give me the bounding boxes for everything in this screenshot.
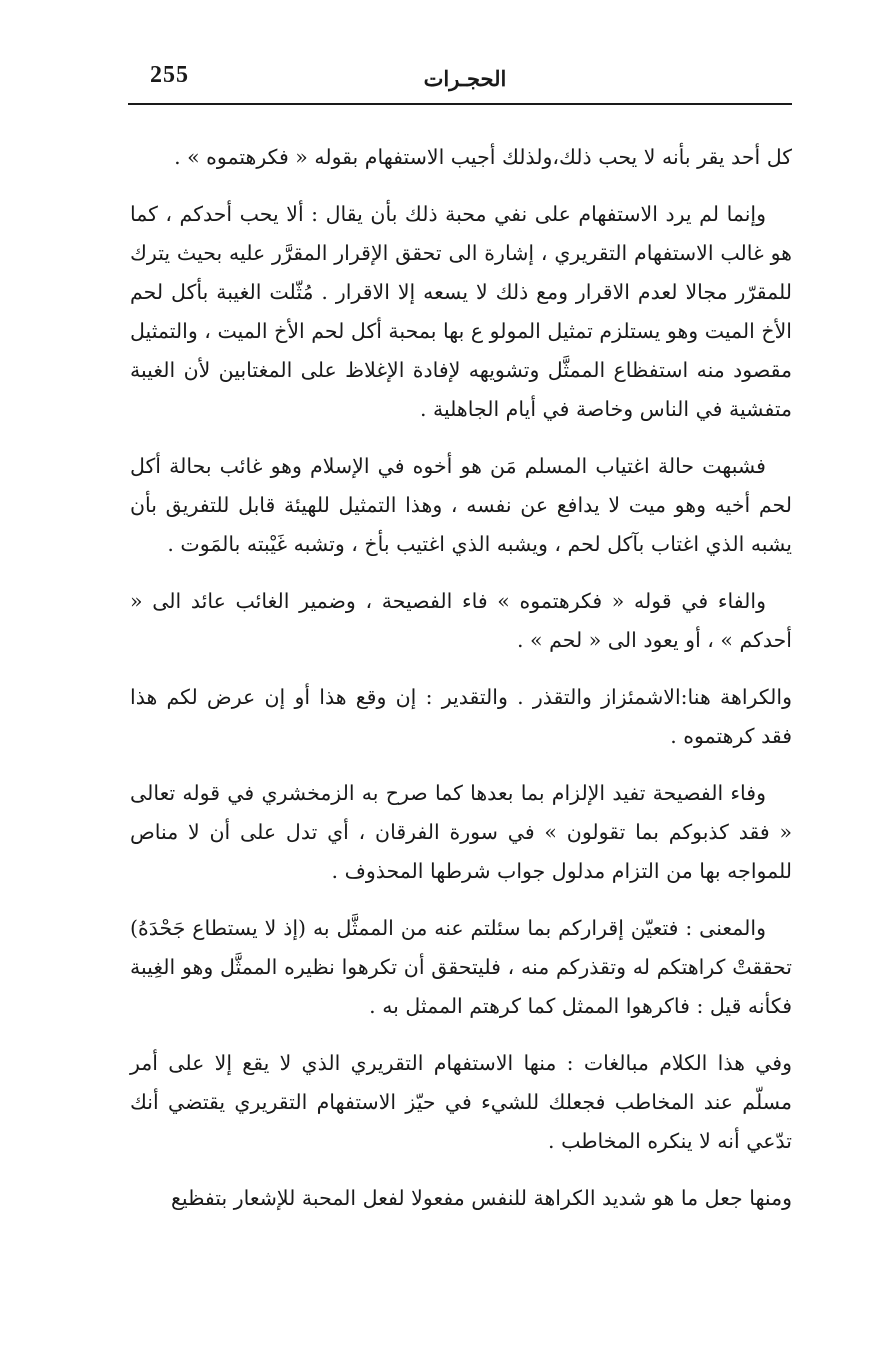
running-head [130, 60, 790, 100]
header-rule [128, 103, 792, 105]
paragraph: ومنها جعل ما هو شديد الكراهة للنفس مفعولا لفعل المحبة للإشعار بتفظيع [171, 1186, 792, 1210]
paragraph: وفي هذا الكلام مبالغات : منها الاستفهام التقريري الذي لا يقع إلا على أمر مسلّم عند المخاطب فجعلك للشيء في حيّز الاستفهام التقريري يقتضي أنك تدّعي أنه لا ينكره المخاطب . [130, 1051, 792, 1153]
paragraph: وإنما لم يرد الاستفهام على نفي محبة ذلك بأن يقال : ألا يحب أحدكم ، كما هو غالب الاستفهام التقريري ، إشارة الى تحقق الإقرار المقرَّر عليه بحيث يترك للمقرّر مجالا لعدم الاقرار ومع ذلك لا يسعه إلا الاقرار . مُثّلت الغيبة بأكل لحم الأخ الميت وهو يستلزم تمثيل المولو ع بها بمحبة أكل لحم الأخ الميت ، والتمثيل مقصود منه استفظاع الممثَّل وتشويهه لإفادة الإغلاظ على المغتابين لأن الغيبة متفشية في الناس وخاصة في أيام الجاهلية . [130, 202, 792, 421]
paragraph: والكراهة هنا:الاشمئزاز والتقذر . والتقدير : إن وقع هذا أو إن عرض لكم هذا فقد كرهتموه . [130, 685, 792, 748]
paragraph: والمعنى : فتعيّن إقراركم بما سئلتم عنه من الممثَّل به (إذ لا يستطاع جَحْدَهُ) تحققتْ كراهتكم له وتقذركم منه ، فليتحقق أن تكرهوا نظيره الممثَّل وهو الغِيبة فكأنه قيل : فاكرهوا الممثل كما كرهتم الممثل به . [130, 916, 792, 1018]
chapter-title: الحجـرات [423, 66, 507, 91]
paragraph: كل أحد يقر بأنه لا يحب ذلك،ولذلك أجيب الاستفهام بقوله « فكرهتموه » . [174, 145, 792, 169]
paragraph: والفاء في قوله « فكرهتموه » فاء الفصيحة ، وضمير الغائب عائد الى « أحدكم » ، أو يعود الى « لحم » . [130, 589, 792, 652]
body-text [130, 138, 792, 1236]
paragraph: وفاء الفصيحة تفيد الإلزام بما بعدها كما صرح به الزمخشري في قوله تعالى « فقد كذبوكم بما تقولون » في سورة الفرقان ، أي تدل على أن لا مناص للمواجه بها من التزام مدلول جواب شرطها المحذوف . [130, 781, 792, 883]
page-number: 255 [150, 62, 189, 88]
paragraph: فشبهت حالة اغتياب المسلم مَن هو أخوه في الإسلام وهو غائب بحالة أكل لحم أخيه وهو ميت لا يدافع عن نفسه ، وهذا التمثيل للهيئة قابل للتفريق بأن يشبه الذي اغتاب بآكل لحم ، ويشبه الذي اغتيب بأخ ، وتشبه غَيْبته بالمَوت . [130, 454, 792, 556]
